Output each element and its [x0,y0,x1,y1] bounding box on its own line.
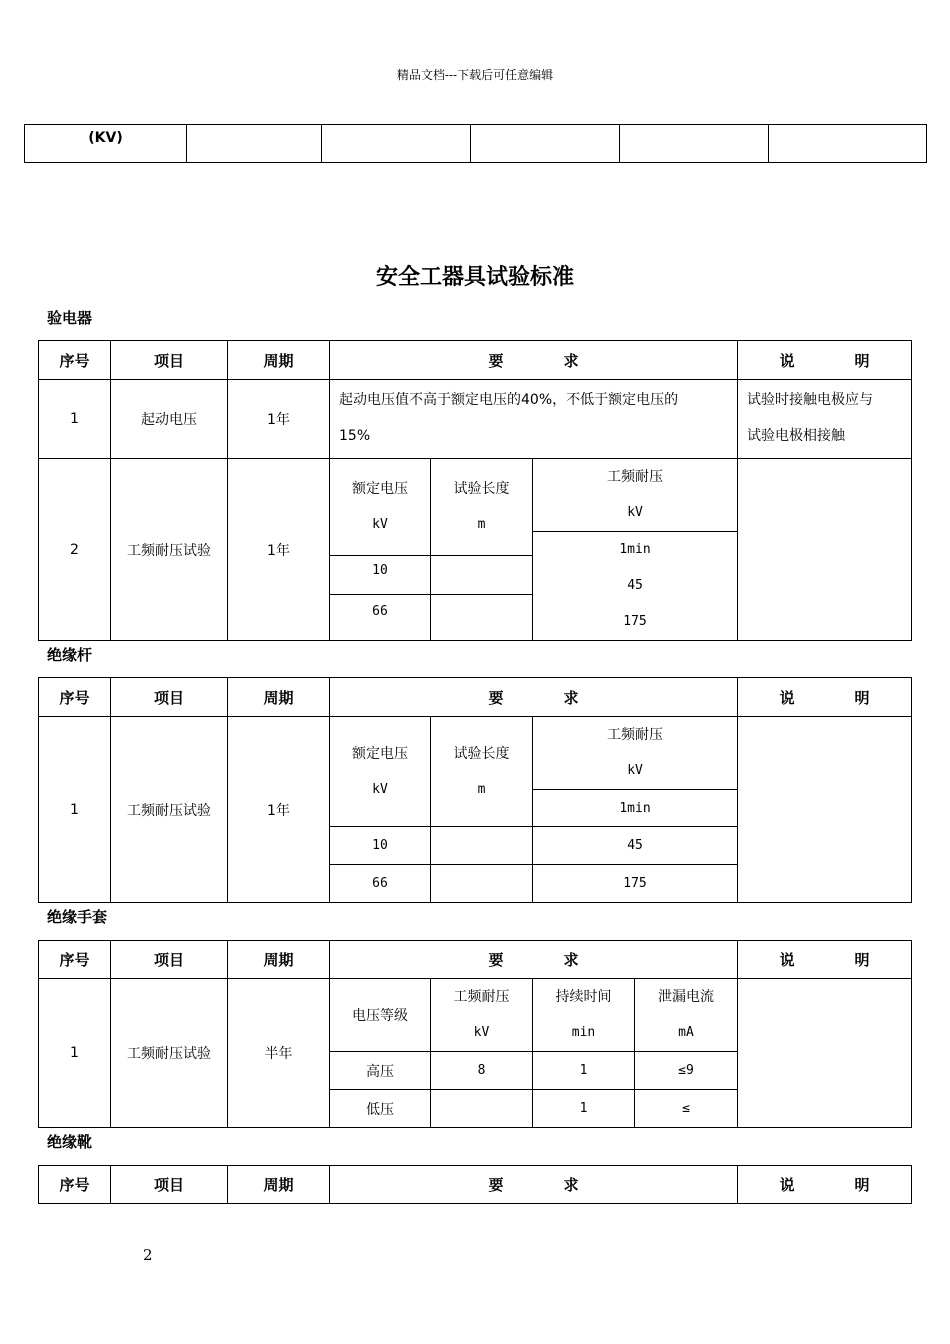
header-seq: 序号 [39,341,111,380]
top-fragment-table [24,124,927,163]
requirement-line: 起动电压值不高于额定电压的40%，不低于额定电压的 [339,392,679,408]
length-value [431,865,533,903]
cell-item: 工频耐压试验 [111,459,228,641]
cell-item: 工频耐压试验 [111,979,228,1128]
rated-value: 10 [330,556,430,595]
unit: m [477,517,486,532]
header-note: 说 明 [738,678,912,717]
header-seq: 序号 [39,678,111,717]
col-withstand [533,717,738,790]
unit: mA [678,1025,694,1040]
duration-value: 1 [533,1090,635,1128]
header-period: 周期 [228,1166,330,1204]
header-item: 项目 [111,678,228,717]
unit-cell: (KV) [25,125,187,163]
unit: kV [473,1025,490,1040]
label: 试验长度 [453,745,510,762]
header-requirement: 要 求 [330,678,738,717]
label: 额定电压 [352,745,408,762]
header-note: 精品文档---下载后可任意编辑 [396,68,554,82]
rated-value: 10 [330,827,431,865]
col-leakage [635,979,738,1052]
withstand-values [533,532,738,641]
cell-period: 1年 [228,380,330,459]
label: 试验长度 [453,481,510,497]
cell-seq: 1 [39,717,111,903]
unit: kV [627,763,643,778]
cell-seq: 2 [39,459,111,641]
cell-item: 工频耐压试验 [111,717,228,903]
col-withstand [431,979,533,1052]
header-seq: 序号 [39,941,111,979]
section-title-electroscope: 验电器 [47,309,93,327]
header-note: 说 明 [738,341,912,380]
label: 额定电压 [352,481,408,497]
col-withstand [533,459,738,532]
unit: min [571,1025,596,1040]
cell-period: 1年 [228,459,330,641]
header-item: 项目 [111,1166,228,1204]
rated-values [330,556,431,641]
cell-period: 半年 [228,979,330,1128]
empty-cell [769,125,927,163]
cell-note [738,380,912,459]
duration-value: 1 [533,1052,635,1090]
time-label: 1min [533,790,738,827]
header-note: 说 明 [738,941,912,979]
length-value [431,827,533,865]
header-requirement: 要 求 [330,1166,738,1204]
header-requirement: 要 求 [330,341,738,380]
header-period: 周期 [228,941,330,979]
cell-note [738,717,912,903]
page-title: 安全工器具试验标准 [375,265,574,290]
empty-cell [471,125,620,163]
cell-seq: 1 [39,979,111,1128]
withstand-value: 45 [627,578,643,593]
length-values [431,556,533,641]
label: 持续时间 [555,989,612,1005]
withstand-value: 175 [623,614,647,629]
col-voltage-level: 电压等级 [330,979,431,1052]
col-test-length [431,459,533,556]
label: 泄漏电流 [658,989,714,1005]
col-rated-voltage [330,717,431,827]
unit: kV [372,781,388,797]
cell-requirement [330,380,738,459]
label: 工频耐压 [453,989,510,1005]
cell-period: 1年 [228,717,330,903]
section-title-insulating-gloves: 绝缘手套 [47,908,108,926]
insulating-gloves-table [38,940,912,1128]
requirement-line: 15% [339,428,371,444]
header-seq: 序号 [39,1166,111,1204]
header-item: 项目 [111,941,228,979]
header-item: 项目 [111,341,228,380]
electroscope-table [38,340,912,641]
rated-value: 66 [330,865,431,903]
unit: m [477,781,486,797]
withstand-value: 175 [533,865,738,903]
withstand-value [431,1090,533,1128]
page-number: 2 [143,1246,153,1264]
note-line: 试验时接触电极应与 [747,392,874,408]
insulating-boots-table [38,1165,912,1204]
empty-cell [187,125,322,163]
unit: kV [372,517,388,532]
col-duration [533,979,635,1052]
rated-value: 66 [372,604,388,619]
section-title-insulating-boots: 绝缘靴 [47,1133,93,1151]
voltage-level: 高压 [330,1052,431,1090]
header-period: 周期 [228,678,330,717]
cell-seq: 1 [39,380,111,459]
voltage-level: 低压 [330,1090,431,1128]
cell-note [738,459,912,641]
col-rated-voltage [330,459,431,556]
time-label: 1min [619,542,651,557]
label: 工频耐压 [607,727,664,743]
empty-cell [322,125,471,163]
cell-item: 起动电压 [111,380,228,459]
header-note: 说 明 [738,1166,912,1204]
empty-cell [620,125,769,163]
label: 工频耐压 [607,469,664,485]
withstand-value: 8 [431,1052,533,1090]
col-test-length [431,717,533,827]
header-requirement: 要 求 [330,941,738,979]
insulating-rod-table [38,677,912,903]
leakage-value: ≤ [635,1090,738,1128]
note-line: 试验电极相接触 [747,428,846,444]
cell-note [738,979,912,1128]
section-title-insulating-rod: 绝缘杆 [47,646,93,664]
header-period: 周期 [228,341,330,380]
withstand-value: 45 [533,827,738,865]
leakage-value: ≤9 [635,1052,738,1090]
unit: kV [627,505,643,520]
